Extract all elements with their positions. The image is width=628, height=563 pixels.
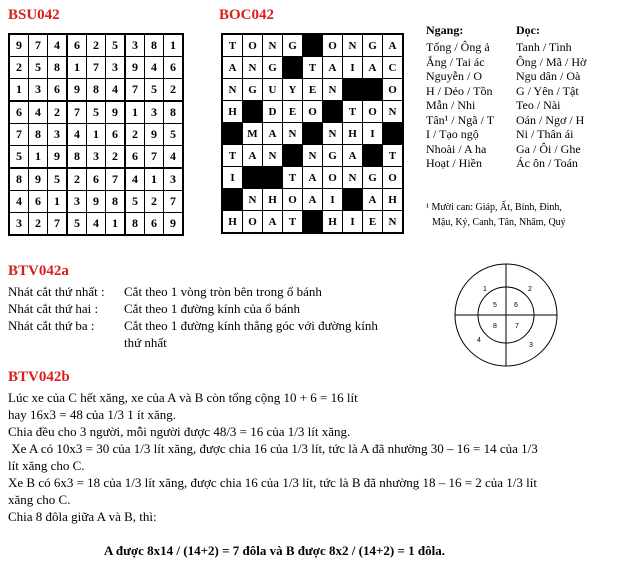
doc-clue: G / Yên / Tật — [516, 83, 579, 98]
sudoku-cell: 5 — [67, 213, 87, 236]
sudoku-cell: 5 — [125, 191, 145, 213]
sudoku-cell: 3 — [87, 146, 106, 169]
ngang-clue: Tống / Ông ả — [426, 40, 490, 54]
crossword-cell: I — [363, 123, 383, 145]
doc-heading: Dọc: — [516, 23, 540, 37]
btv042b-line: Xe A có 10x3 = 30 của 1/3 lít xăng, được chia 16 của 1/3 lít, tức là A đã nhường 30 – 16 = 14 của 1/3 — [8, 441, 538, 456]
crossword-cell: T — [222, 145, 243, 167]
sudoku-cell: 4 — [67, 124, 87, 146]
sudoku-cell: 9 — [106, 101, 126, 124]
piece-label-5: 5 — [493, 302, 497, 309]
crossword-cell: H — [383, 189, 404, 211]
crossword-cell: M — [243, 123, 263, 145]
sudoku-cell: 5 — [87, 101, 106, 124]
doc-clue: Tanh / Tình — [516, 40, 572, 54]
crossword-black-cell — [243, 101, 263, 123]
sudoku-cell: 6 — [106, 124, 126, 146]
bsu-title: BSU042 — [8, 7, 60, 23]
btv042b-line: lít xăng cho C. — [8, 458, 85, 473]
crossword-cell: E — [283, 101, 303, 123]
footnote-line-1: ¹ Mười can: Giáp, Ất, Bính, Đinh, — [426, 202, 562, 213]
piece-label-7: 7 — [515, 323, 519, 330]
crossword-black-cell — [363, 145, 383, 167]
sudoku-cell: 9 — [125, 57, 145, 79]
crossword-black-cell — [363, 79, 383, 101]
sudoku-cell: 3 — [29, 79, 48, 102]
sudoku-cell: 1 — [125, 101, 145, 124]
sudoku-cell: 5 — [145, 79, 164, 102]
sudoku-cell: 7 — [164, 191, 184, 213]
crossword-cell: A — [303, 189, 323, 211]
crossword-cell: G — [323, 145, 343, 167]
crossword-cell: N — [303, 145, 323, 167]
piece-label-8: 8 — [493, 323, 497, 330]
cut-3-label: Nhát cắt thứ ba : — [8, 318, 95, 333]
sudoku-cell: 7 — [145, 146, 164, 169]
crossword-black-cell — [343, 189, 363, 211]
crossword-cell: H — [263, 189, 283, 211]
ngang-clue: Nhoài / A ha — [426, 141, 487, 156]
cut-3-text: Cắt theo 1 đường kính thẳng góc với đường kính — [124, 318, 378, 333]
sudoku-cell: 6 — [67, 34, 87, 57]
crossword-cell: I — [323, 189, 343, 211]
crossword-black-cell — [323, 101, 343, 123]
crossword-cell: H — [343, 123, 363, 145]
sudoku-cell: 7 — [29, 34, 48, 57]
sudoku-cell: 1 — [106, 213, 126, 236]
piece-label-1: 1 — [483, 286, 487, 293]
sudoku-cell: 4 — [145, 57, 164, 79]
crossword-cell: G — [283, 34, 303, 57]
crossword-cell: A — [303, 167, 323, 189]
sudoku-cell: 3 — [9, 213, 29, 236]
sudoku-cell: 6 — [48, 79, 68, 102]
crossword-black-cell — [343, 79, 363, 101]
ngang-clue: Ắng / Tai ác — [426, 54, 485, 69]
sudoku-cell: 8 — [164, 101, 184, 124]
sudoku-cell: 1 — [67, 57, 87, 79]
sudoku-cell: 2 — [145, 191, 164, 213]
crossword-cell: N — [323, 79, 343, 101]
sudoku-cell: 8 — [125, 213, 145, 236]
crossword-black-cell — [303, 123, 323, 145]
crossword-cell: O — [323, 34, 343, 57]
doc-clue: Ni / Thân ái — [516, 127, 574, 141]
sudoku-cell: 9 — [67, 79, 87, 102]
sudoku-cell: 8 — [48, 57, 68, 79]
crossword-cell: N — [263, 145, 283, 167]
doc-clue: Teo / Nài — [516, 98, 561, 112]
crossword-cell: A — [222, 57, 243, 79]
crossword-cell: C — [383, 57, 404, 79]
sudoku-cell: 4 — [87, 213, 106, 236]
ngang-clue: Hoạt / Hiền — [426, 156, 482, 170]
crossword-cell: A — [363, 189, 383, 211]
doc-clues — [516, 40, 626, 171]
footnote-line-2: Mậu, Kỷ, Canh, Tân, Nhâm, Quý — [432, 217, 566, 228]
piece-label-2: 2 — [528, 286, 532, 293]
boc-title: BOC042 — [219, 7, 275, 23]
crossword-cell: O — [363, 101, 383, 123]
btv042b-line: Lúc xe của C hết xăng, xe của A và B còn tổng cộng 10 + 6 = 16 lít — [8, 390, 358, 405]
crossword-black-cell — [283, 57, 303, 79]
sudoku-cell: 6 — [145, 213, 164, 236]
crossword-cell: T — [283, 211, 303, 234]
sudoku-cell: 1 — [87, 124, 106, 146]
crossword-black-cell — [283, 145, 303, 167]
btv042a-title: BTV042a — [8, 263, 69, 279]
sudoku-grid — [8, 33, 184, 236]
crossword-cell: G — [243, 79, 263, 101]
crossword-cell: N — [323, 123, 343, 145]
crossword-cell: I — [343, 211, 363, 234]
crossword-cell: N — [222, 79, 243, 101]
sudoku-cell: 2 — [48, 101, 68, 124]
sudoku-cell: 5 — [29, 57, 48, 79]
crossword-black-cell — [383, 123, 404, 145]
crossword-cell: O — [243, 211, 263, 234]
sudoku-cell: 4 — [106, 79, 126, 102]
crossword-cell: I — [343, 57, 363, 79]
btv042b-line: hay 16x3 = 48 của 1/3 1 ít xăng. — [8, 407, 176, 422]
crossword-cell: H — [323, 211, 343, 234]
sudoku-cell: 8 — [145, 34, 164, 57]
sudoku-cell: 6 — [9, 101, 29, 124]
crossword-black-cell — [222, 123, 243, 145]
crossword-cell: G — [363, 167, 383, 189]
sudoku-cell: 9 — [9, 34, 29, 57]
btv042b-line: Chia 8 đôla giữa A và B, thì: — [8, 509, 157, 524]
sudoku-cell: 1 — [164, 34, 184, 57]
btv042b-body — [8, 389, 620, 525]
sudoku-cell: 8 — [9, 168, 29, 191]
crossword-cell: N — [283, 123, 303, 145]
crossword-cell: I — [222, 167, 243, 189]
sudoku-cell: 9 — [29, 168, 48, 191]
sudoku-cell: 2 — [67, 168, 87, 191]
sudoku-cell: 1 — [29, 146, 48, 169]
crossword-cell: T — [303, 57, 323, 79]
sudoku-cell: 9 — [87, 191, 106, 213]
ngang-clue: H / Dẻo / Tồn — [426, 83, 493, 98]
sudoku-cell: 7 — [106, 168, 126, 191]
crossword-cell: A — [383, 34, 404, 57]
sudoku-cell: 5 — [9, 146, 29, 169]
crossword-cell: A — [243, 145, 263, 167]
sudoku-cell: 2 — [9, 57, 29, 79]
sudoku-cell: 2 — [125, 124, 145, 146]
cut-2-label: Nhát cắt thứ hai : — [8, 301, 99, 316]
piece-label-6: 6 — [514, 302, 518, 309]
sudoku-cell: 3 — [48, 124, 68, 146]
sudoku-cell: 3 — [164, 168, 184, 191]
doc-clue: Ga / Ôi / Ghe — [516, 141, 581, 156]
sudoku-cell: 7 — [9, 124, 29, 146]
sudoku-cell: 3 — [145, 101, 164, 124]
crossword-cell: N — [243, 57, 263, 79]
crossword-cell: A — [323, 57, 343, 79]
sudoku-cell: 9 — [164, 213, 184, 236]
crossword-cell: N — [243, 189, 263, 211]
ngang-clues — [426, 40, 516, 171]
crossword-cell: A — [363, 57, 383, 79]
sudoku-cell: 7 — [48, 213, 68, 236]
sudoku-cell: 6 — [164, 57, 184, 79]
ngang-clue: Tân¹ / Ngã / T — [426, 112, 495, 127]
sudoku-cell: 5 — [48, 168, 68, 191]
sudoku-cell: 2 — [29, 213, 48, 236]
sudoku-cell: 7 — [87, 57, 106, 79]
sudoku-cell: 1 — [48, 191, 68, 213]
crossword-cell: Y — [283, 79, 303, 101]
sudoku-cell: 2 — [106, 146, 126, 169]
btv042b-line: Chia đều cho 3 người, mỗi người được 48/3 = 16 của 1/3 lít xăng. — [8, 424, 351, 439]
doc-clue: Ác ôn / Toán — [516, 156, 578, 170]
crossword-cell: T — [343, 101, 363, 123]
crossword-cell: O — [303, 101, 323, 123]
ngang-clue: I / Tạo ngộ — [426, 127, 479, 141]
ngang-clue: Nguyễn / O — [426, 69, 482, 83]
crossword-cell: N — [263, 34, 283, 57]
sudoku-cell: 5 — [106, 34, 126, 57]
ngang-heading: Ngang: — [426, 23, 464, 37]
crossword-cell: T — [283, 167, 303, 189]
sudoku-cell: 4 — [9, 191, 29, 213]
sudoku-cell: 6 — [29, 191, 48, 213]
crossword-cell: O — [383, 79, 404, 101]
sudoku-cell: 3 — [67, 191, 87, 213]
doc-clue: Ông / Mã / Hờ — [516, 54, 587, 69]
crossword-black-cell — [222, 189, 243, 211]
crossword-cell: N — [343, 167, 363, 189]
btv042b-title: BTV042b — [8, 369, 70, 385]
sudoku-cell: 5 — [164, 124, 184, 146]
crossword-cell: O — [283, 189, 303, 211]
sudoku-cell: 8 — [29, 124, 48, 146]
doc-clue: Oán / Ngơ / H — [516, 112, 585, 127]
sudoku-cell: 7 — [67, 101, 87, 124]
sudoku-cell: 8 — [67, 146, 87, 169]
crossword-cell: H — [222, 211, 243, 234]
sudoku-cell: 2 — [87, 34, 106, 57]
crossword-cell: A — [263, 211, 283, 234]
ngang-clue: Mẫn / Nhi — [426, 98, 476, 112]
crossword-black-cell — [263, 167, 283, 189]
sudoku-cell: 4 — [164, 146, 184, 169]
sudoku-cell: 2 — [164, 79, 184, 102]
doc-clue: Ngu dân / Oà — [516, 69, 581, 83]
crossword-cell: D — [263, 101, 283, 123]
piece-label-4: 4 — [477, 337, 481, 344]
crossword-cell: E — [363, 211, 383, 234]
crossword-black-cell — [243, 167, 263, 189]
crossword-cell: O — [383, 167, 404, 189]
crossword-cell: A — [263, 123, 283, 145]
sudoku-cell: 1 — [145, 168, 164, 191]
cut-1-text: Cắt theo 1 vòng tròn bên trong ổ bánh — [124, 284, 322, 299]
crossword-cell: H — [222, 101, 243, 123]
cake-cut-diagram — [448, 262, 564, 368]
sudoku-cell: 7 — [125, 79, 145, 102]
sudoku-cell: 9 — [145, 124, 164, 146]
crossword-cell: T — [222, 34, 243, 57]
crossword-grid — [221, 33, 404, 234]
crossword-cell: O — [243, 34, 263, 57]
sudoku-cell: 4 — [48, 34, 68, 57]
sudoku-cell: 1 — [9, 79, 29, 102]
crossword-cell: U — [263, 79, 283, 101]
btv042b-line: xăng cho C. — [8, 492, 71, 507]
piece-label-3: 3 — [529, 342, 533, 349]
crossword-cell: G — [263, 57, 283, 79]
sudoku-cell: 6 — [125, 146, 145, 169]
crossword-black-cell — [303, 211, 323, 234]
sudoku-cell: 9 — [48, 146, 68, 169]
sudoku-cell: 8 — [106, 191, 126, 213]
crossword-cell: E — [303, 79, 323, 101]
sudoku-cell: 3 — [125, 34, 145, 57]
cut-1-label: Nhát cắt thứ nhất : — [8, 284, 105, 299]
sudoku-cell: 4 — [125, 168, 145, 191]
crossword-cell: T — [383, 145, 404, 167]
crossword-cell: N — [383, 211, 404, 234]
crossword-cell: A — [343, 145, 363, 167]
sudoku-cell: 8 — [87, 79, 106, 102]
crossword-cell: N — [383, 101, 404, 123]
btv042b-line: Xe B có 6x3 = 18 của 1/3 lít xăng, được chia 16 của 1/3 lít, tức là B đã nhường 18 – 16 = 2 của 1/3 lít — [8, 475, 538, 490]
crossword-cell: O — [323, 167, 343, 189]
crossword-black-cell — [303, 34, 323, 57]
btv042b-final: A được 8x14 / (14+2) = 7 đôla và B được 8x2 / (14+2) = 1 đôla. — [104, 543, 445, 558]
crossword-cell: N — [343, 34, 363, 57]
sudoku-cell: 4 — [29, 101, 48, 124]
crossword-cell: G — [363, 34, 383, 57]
cut-2-text: Cắt theo 1 đường kính của ổ bánh — [124, 301, 301, 316]
sudoku-cell: 3 — [106, 57, 126, 79]
sudoku-cell: 6 — [87, 168, 106, 191]
cut-3-cont: thứ nhất — [124, 335, 167, 350]
